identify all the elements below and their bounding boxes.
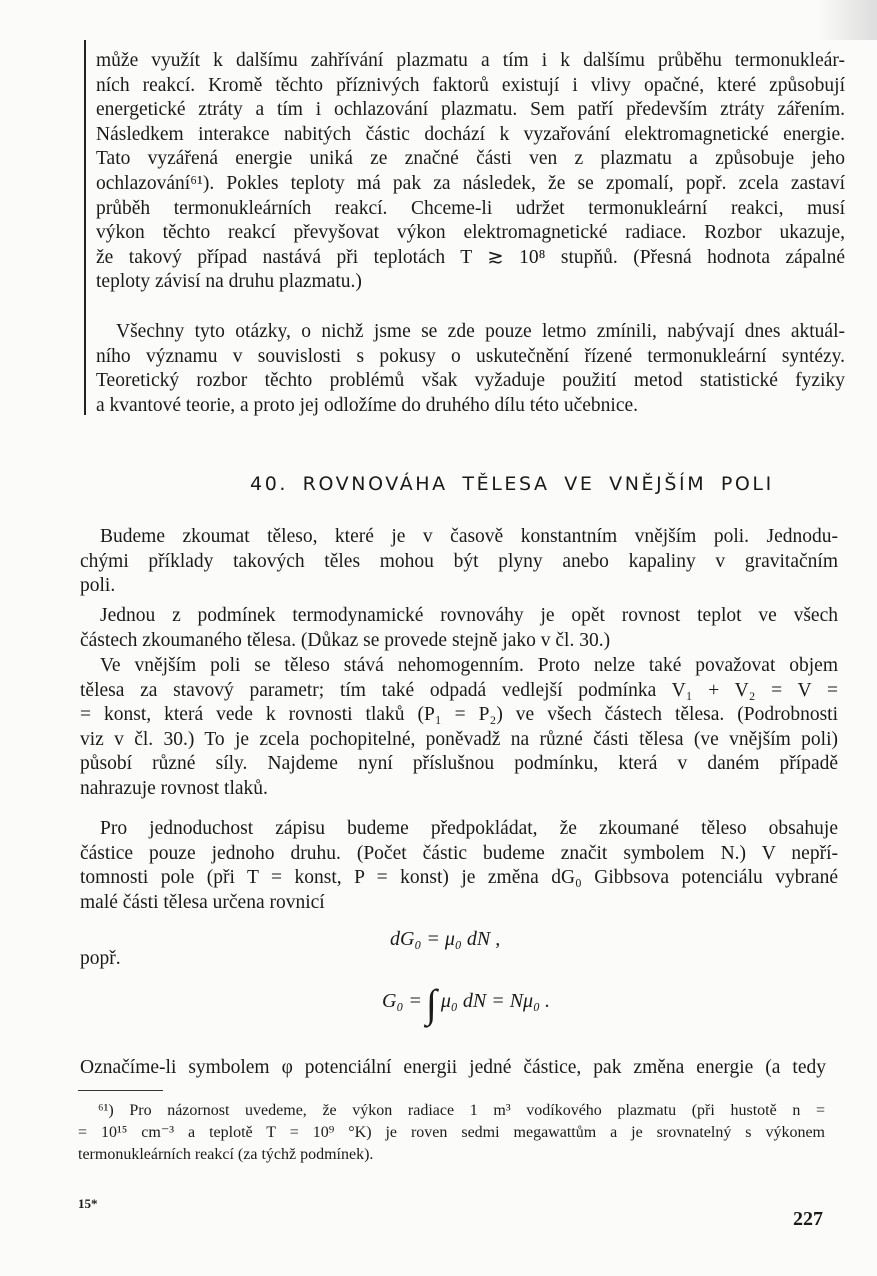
text-line: Jednou z podmínek termodynamické rovnováhy je opět rovnost teplot ve všech bbox=[100, 605, 838, 626]
footnote-rule bbox=[78, 1090, 163, 1091]
text-line: výkon těchto reakcí převyšovat výkon elektromagnetické radiace. Rozbor ukazuje, bbox=[96, 222, 845, 244]
last-line: Označíme-li symbolem φ potenciální energii jedné částice, pak změna energie (a tedy bbox=[80, 1057, 826, 1078]
scan-shadow bbox=[817, 0, 877, 40]
text-line: Teoretický rozbor těchto problémů však vyžaduje použití metod statistické fyziky bbox=[96, 370, 845, 392]
text-line: tomnosti pole (při T = konst, P = konst) je změna dG₀ Gibbsova potenciálu vybrané bbox=[80, 867, 838, 889]
text-line: může využít k dalšímu zahřívání plazmatu a tím i k dalšímu průběhu termonukleár- bbox=[96, 50, 845, 71]
text-line: Všechny tyto otázky, o nichž jsme se zde pouze letmo zmínili, nabývají dnes aktuál- bbox=[116, 321, 845, 342]
text-line: nahrazuje rovnost tlaků. bbox=[80, 778, 268, 799]
text-line: ních reakcí. Kromě těchto příznivých faktorů existují i vlivy opačné, které způsobují bbox=[96, 74, 845, 96]
text-line: tělesa za stavový parametr; tím také odpadá vedlejší podmínka V₁ + V₂ = V = bbox=[80, 679, 838, 701]
text-line: poli. bbox=[80, 575, 116, 597]
footnote-line: ⁶¹) Pro názornost uvedeme, že výkon radiace 1 m³ vodíkového plazmatu (při hustotě n = bbox=[98, 1102, 825, 1119]
footnote-line: termonukleárních reakcí (za týchž podmínek). bbox=[78, 1146, 374, 1163]
page-number: 227 bbox=[793, 1208, 823, 1230]
text-line: působí různé síly. Najdeme nyní příslušnou podmínku, která v daném případě bbox=[80, 753, 838, 775]
equation-2 bbox=[382, 980, 550, 1027]
equation-1: dG₀ = μ₀ dN , bbox=[390, 928, 501, 950]
integral-sign: ∫ bbox=[425, 981, 437, 1026]
text-line: = konst, která vede k rovnosti tlaků (P₁ = P₂) ve všech částech tělesa. (Podrobnosti bbox=[80, 704, 838, 726]
signature-mark: 15* bbox=[78, 1196, 98, 1211]
text-line: malé části tělesa určena rovnicí bbox=[80, 891, 325, 913]
text-line: částech zkoumaného tělesa. (Důkaz se provede stejně jako v čl. 30.) bbox=[80, 629, 611, 651]
text-line: Tato vyzářená energie uniká ze značné části ven z plazmatu a způsobuje jeho bbox=[96, 148, 845, 170]
text-line: částice pouze jednoho druhu. (Počet částic budeme značit symbolem N.) V nepří- bbox=[80, 842, 838, 864]
text-line: že takový případ nastává při teplotách T ≳ 10⁸ stupňů. (Přesná hodnota zápalné bbox=[96, 246, 845, 268]
text-line: energetické ztráty a tím i ochlazování plazmatu. Sem patří především ztráty zářením. bbox=[96, 99, 845, 121]
margin-bar bbox=[84, 40, 86, 415]
text-line: ochlazování⁶¹). Pokles teploty má pak za následek, že se zpomalí, popř. zcela zastaví bbox=[96, 173, 845, 194]
text-line: průběh termonukleárních reakcí. Chceme-li udržet termonukleární reakci, musí bbox=[96, 197, 845, 219]
popr-text: popř. bbox=[80, 948, 121, 969]
text-line: teploty závisí na druhu plazmatu.) bbox=[96, 271, 362, 293]
text-line: Následkem interakce nabitých částic dochází k vyzařování elektromagnetické energie. bbox=[96, 123, 845, 145]
text-line: Pro jednoduchost zápisu budeme předpokládat, že zkoumané těleso obsahuje bbox=[100, 818, 838, 839]
text-line: Ve vnějším poli se těleso stává nehomogenním. Proto nelze také považovat objem bbox=[100, 655, 838, 676]
text-line: viz v čl. 30.) To je zcela pochopitelné, poněvadž na různé části tělesa (ve vnějším poli) bbox=[80, 728, 838, 750]
equation-2-right: μ₀ dN = Nμ₀ . bbox=[440, 990, 551, 1012]
text-line: a kvantové teorie, a proto jej odložíme do druhého dílu této učebnice. bbox=[96, 394, 639, 416]
text-line: chými příklady takových těles mohou být plyny anebo kapaliny v gravitačním bbox=[80, 550, 838, 572]
text-line: Budeme zkoumat těleso, které je v časově konstantním vnějším poli. Jednodu- bbox=[100, 526, 838, 547]
section-title: 40. ROVNOVÁHA TĚLESA VE VNĚJŠÍM POLI bbox=[250, 473, 774, 495]
footnote-line: = 10¹⁵ cm⁻³ a teplotě T = 10⁹ °K) je roven sedmi megawattům a je srovnatelný s výkonem bbox=[78, 1124, 825, 1141]
equation-2-left: G₀ = bbox=[382, 990, 422, 1012]
text-line: ního významu v souvislosti s pokusy o uskutečnění řízené termonukleární syntézy. bbox=[96, 345, 845, 367]
